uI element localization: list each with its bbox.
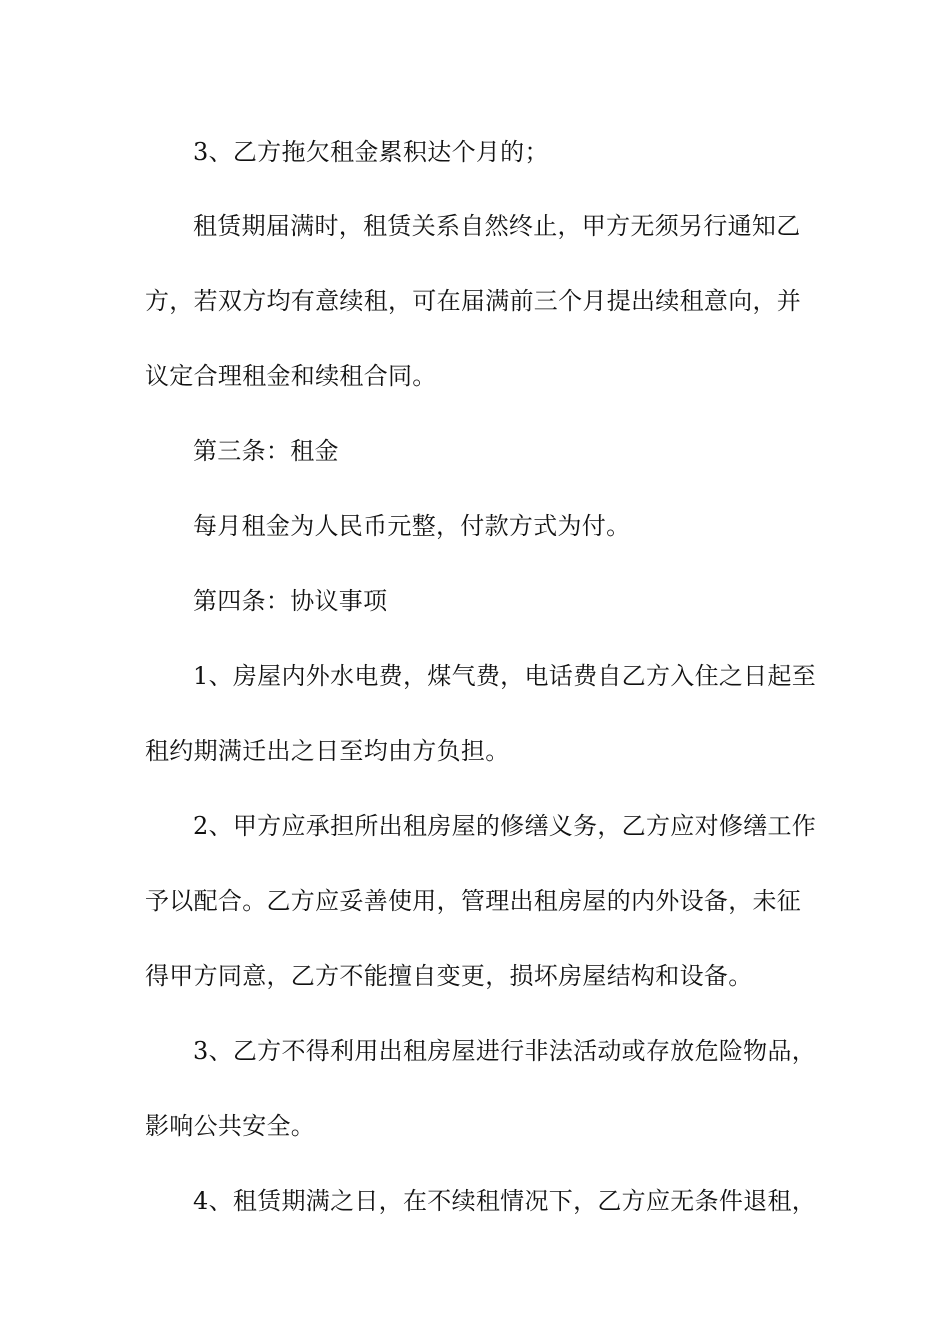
paragraph-lease-expiry-line-1: 租赁期届满时，租赁关系自然终止，甲方无须另行通知乙 xyxy=(193,212,801,240)
paragraph-item-4-line-1: 4、租赁期满之日，在不续租情况下，乙方应无条件退租， xyxy=(193,1187,817,1215)
paragraph-lease-expiry-line-2: 方，若双方均有意续租，可在届满前三个月提出续租意向，并 xyxy=(145,287,802,315)
paragraph-monthly-rent: 每月租金为人民币元整，付款方式为付。 xyxy=(193,512,631,540)
heading-article-4-agreement: 第四条：协议事项 xyxy=(193,587,388,615)
paragraph-clause-3-arrears: 3、乙方拖欠租金累积达个月的； xyxy=(193,138,549,166)
paragraph-item-1-line-1: 1、房屋内外水电费，煤气费，电话费自乙方入住之日起至 xyxy=(193,662,817,690)
heading-article-3-rent: 第三条：租金 xyxy=(193,437,339,465)
paragraph-item-1-line-2: 租约期满迁出之日至均由方负担。 xyxy=(145,737,510,765)
paragraph-item-2-line-3: 得甲方同意，乙方不能擅自变更，损坏房屋结构和设备。 xyxy=(145,962,753,990)
paragraph-lease-expiry-line-3: 议定合理租金和续租合同。 xyxy=(145,362,437,390)
paragraph-item-3-line-1: 3、乙方不得利用出租房屋进行非法活动或存放危险物品， xyxy=(193,1037,817,1065)
paragraph-item-2-line-1: 2、甲方应承担所出租房屋的修缮义务，乙方应对修缮工作 xyxy=(193,812,817,840)
paragraph-item-2-line-2: 予以配合。乙方应妥善使用，管理出租房屋的内外设备，未征 xyxy=(145,887,802,915)
paragraph-item-3-line-2: 影响公共安全。 xyxy=(145,1112,316,1140)
